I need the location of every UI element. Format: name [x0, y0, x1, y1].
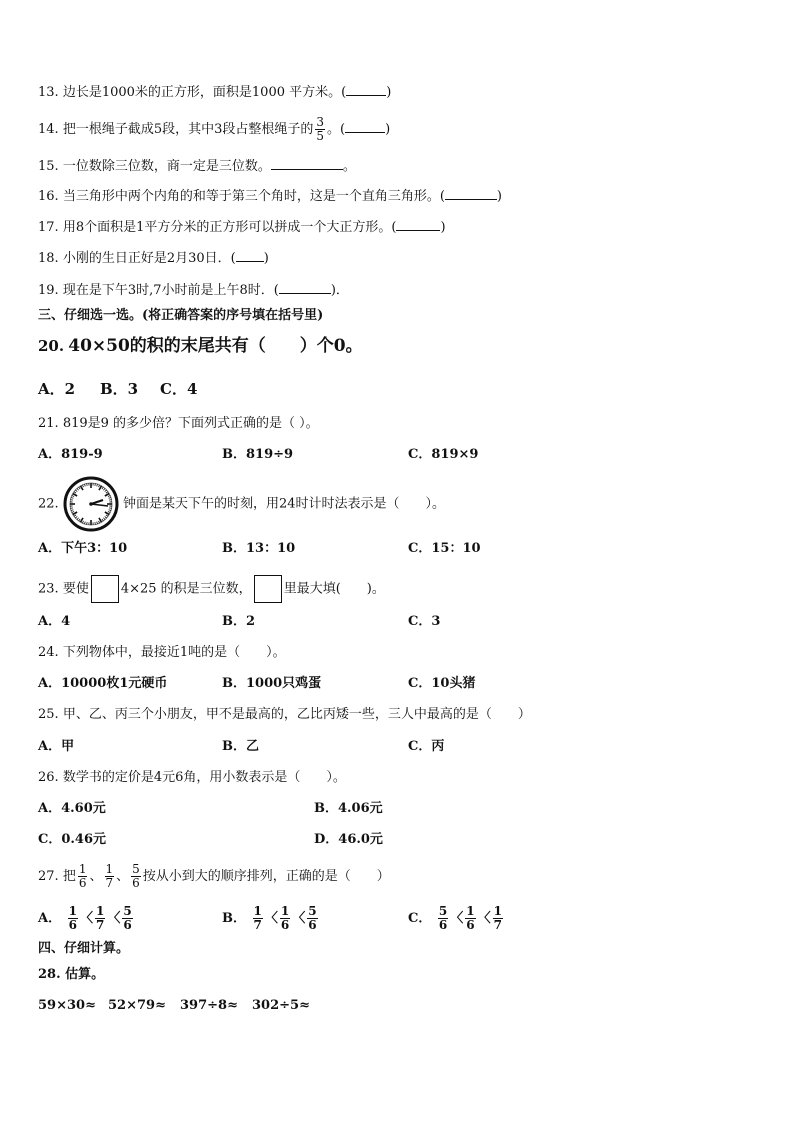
clock-icon: [63, 476, 119, 532]
option-a[interactable]: A．2: [38, 380, 76, 398]
fraction: $\frac{3}{5}$: [316, 115, 325, 143]
answer-blank[interactable]: [345, 118, 385, 133]
question-13: 13. 边长是1000米的正方形，面积是1000 平方米。( ): [38, 81, 391, 103]
option-c[interactable]: C．3: [408, 614, 441, 629]
question-14: 14. 把一根绳子截成5段，其中3段占整根绳子的 $\frac{3}{5}$ 。( ): [38, 115, 391, 143]
question-text: 当三角形中两个内角的和等于第三个角时，这是一个直角三角形。(: [62, 189, 445, 204]
question-number: 15.: [38, 159, 59, 174]
answer-blank[interactable]: [236, 247, 264, 262]
clock-tick: [86, 522, 87, 524]
question-text: 用8个面积是1平方分米的正方形可以拼成一个大正方形。(: [62, 220, 397, 235]
question-15: 15. 一位数除三位数，商一定是三位数。 。: [38, 155, 356, 177]
question-text: 钟面是某天下午的时刻，用24时计时法表示是（ ）。: [122, 496, 446, 512]
question-text: 数学书的定价是4元6角，用小数表示是（ ）。: [62, 770, 346, 785]
clock-tick: [95, 483, 96, 485]
option-a[interactable]: A．下午3：10: [38, 541, 128, 556]
question-20: [38, 336, 363, 358]
question-number: 24.: [38, 645, 59, 660]
question-number: 26.: [38, 770, 59, 785]
question-text: 40×50的积的末尾共有（ ）个0。: [68, 336, 363, 356]
clock-tick: [70, 508, 72, 509]
question-number: 25.: [38, 707, 59, 722]
question-text: 把一根绳子截成5段，其中3段占整根绳子的: [62, 122, 314, 137]
option-d[interactable]: D．46.0元: [314, 832, 383, 847]
question-25: [38, 705, 531, 725]
question-text: 下列物体中，最接近1吨的是（ ）。: [62, 645, 286, 660]
question-27: 27. 把 $\frac{1}{6}$ 、 $\frac{1}{7}$ 、 $\frac{5}{6}$ 按从小到大的顺序排列，正确的是（ ）: [38, 862, 390, 890]
question-16: 16. 当三角形中两个内角的和等于第三个角时，这是一个直角三角形。( ): [38, 185, 502, 207]
option-b[interactable]: B． $\frac{1}{7}$ 〈 $\frac{1}{6}$ 〈 $\frac{5}{6}$: [222, 904, 317, 932]
question-21: [38, 414, 319, 434]
clock-tick: [109, 500, 111, 501]
question-number: 20.: [38, 337, 65, 355]
blank-box[interactable]: [254, 575, 282, 603]
question-number: 19.: [38, 283, 59, 298]
option-a[interactable]: A．甲: [38, 739, 75, 754]
option-c[interactable]: C． $\frac{5}{6}$ 〈 $\frac{1}{6}$ 〈 $\frac{1}{7}$: [408, 904, 502, 932]
fraction: $\frac{1}{6}$: [78, 862, 87, 890]
option-b[interactable]: B．3: [100, 380, 139, 398]
question-text: 甲、乙、丙三个小朋友，甲不是最高的，乙比丙矮一些，三人中最高的是（ ）: [62, 707, 531, 722]
question-number: 14.: [38, 122, 59, 137]
section-heading-3: 三、仔细选一选。(将正确答案的序号填在括号里): [38, 308, 324, 323]
question-17: 17. 用8个面积是1平方分米的正方形可以拼成一个大正方形。( ): [38, 216, 446, 238]
section-heading-4: 四、仔细计算。: [38, 941, 130, 956]
estimate-item: 52×79≈: [108, 998, 166, 1013]
question-text: 现在是下午3时,7小时前是上午8时．(: [62, 283, 279, 298]
question-23: 23. 要使 4×25 的积是三位数， 里最大填( )。: [38, 575, 385, 603]
option-c[interactable]: C．10头猪: [408, 676, 476, 691]
question-number: 16.: [38, 189, 59, 204]
estimate-item: 302÷5≈: [252, 998, 310, 1013]
question-number: 17.: [38, 220, 59, 235]
clock-tick: [109, 508, 111, 509]
question-26: [38, 768, 346, 788]
clock-tick: [70, 500, 72, 501]
question-text: 一位数除三位数，商一定是三位数。: [62, 159, 271, 174]
answer-blank[interactable]: [346, 81, 386, 96]
question-text: 按从小到大的顺序排列，正确的是（ ）: [142, 869, 390, 884]
answer-blank[interactable]: [279, 279, 331, 294]
option-b[interactable]: B．乙: [222, 739, 259, 754]
option-c[interactable]: C．15：10: [408, 541, 481, 556]
question-text: 819是9 的多少倍？下面列式正确的是（ ）。: [62, 416, 319, 431]
question-24: [38, 643, 286, 663]
estimate-item: 59×30≈: [38, 998, 96, 1013]
fraction: $\frac{1}{7}$: [105, 862, 114, 890]
blank-box[interactable]: [91, 575, 119, 603]
question-number: 28.: [38, 967, 61, 982]
fraction: $\frac{5}{6}$: [132, 862, 140, 890]
answer-blank[interactable]: [271, 155, 343, 170]
question-number: 21.: [38, 416, 59, 431]
option-b[interactable]: B．819÷9: [222, 447, 294, 462]
option-a[interactable]: A．4: [38, 614, 71, 629]
option-c[interactable]: C．0.46元: [38, 832, 107, 847]
option-b[interactable]: B．1000只鸡蛋: [222, 676, 322, 691]
estimate-item: 397÷8≈: [180, 998, 238, 1013]
question-text: 要使: [62, 581, 89, 597]
question-19: 19. 现在是下午3时,7小时前是上午8时．( )．: [38, 279, 349, 301]
option-b[interactable]: B．2: [222, 614, 256, 629]
option-a[interactable]: A． $\frac{1}{6}$ 〈 $\frac{1}{7}$ 〈 $\frac{5}{6}$: [38, 904, 132, 932]
option-c[interactable]: C．丙: [408, 739, 445, 754]
question-number: 23.: [38, 581, 59, 597]
question-text: 边长是1000米的正方形，面积是1000 平方米。(: [62, 85, 347, 100]
option-c[interactable]: C．819×9: [408, 447, 479, 462]
option-a[interactable]: A．10000枚1元硬币: [38, 676, 168, 691]
question-text: 估算。: [65, 967, 105, 982]
option-a[interactable]: A．819-9: [38, 447, 103, 462]
option-a[interactable]: A．4.60元: [38, 801, 106, 816]
answer-blank[interactable]: [445, 185, 497, 200]
question-number: 13.: [38, 85, 59, 100]
option-c[interactable]: C．4: [160, 380, 198, 398]
question-text: 小刚的生日正好是2月30日．(: [62, 251, 236, 266]
question-number: 27.: [38, 869, 59, 884]
question-number: 18.: [38, 251, 59, 266]
clock-tick: [86, 483, 87, 485]
option-b[interactable]: B．13：10: [222, 541, 296, 556]
answer-blank[interactable]: [396, 216, 440, 231]
question-number: 22.: [38, 496, 59, 512]
question-28: [38, 965, 104, 985]
option-b[interactable]: B．4.06元: [314, 801, 383, 816]
clock-tick: [95, 522, 96, 524]
question-18: 18. 小刚的生日正好是2月30日．( ): [38, 247, 269, 269]
question-22: [38, 476, 445, 533]
